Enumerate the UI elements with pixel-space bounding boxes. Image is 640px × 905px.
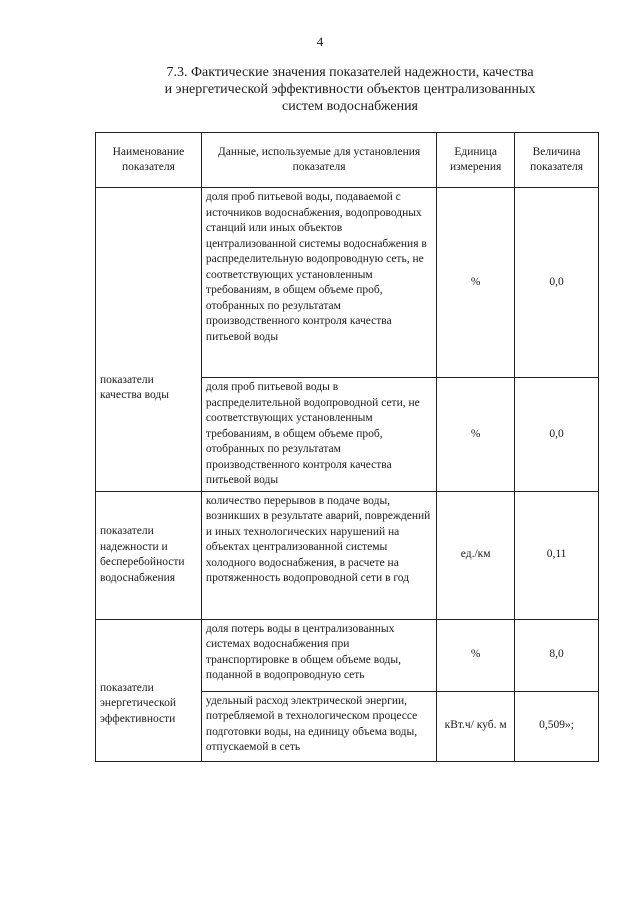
row-unit: кВт.ч/ куб. м [437, 691, 515, 761]
row-value: 0,0 [515, 188, 599, 378]
indicators-table [95, 132, 599, 762]
row-unit: % [437, 188, 515, 378]
row-description: доля проб питьевой воды в распределительной водопроводной сети, не соответствующих установленным требованиям, в общем объеме проб, отобранных по результатам производственного контроля качества питьевой воды [201, 378, 436, 492]
title-line: систем водоснабжения [281, 99, 418, 114]
table-row [96, 188, 599, 378]
table-row [96, 619, 599, 691]
row-description: количество перерывов в подаче воды, возникших в результате аварий, повреждений и иных технологических нарушений на объектах централизованной системы холодного водоснабжения, в расчете на протяженность водопроводной сети в год [201, 491, 436, 619]
page-number: 4 [316, 34, 324, 49]
header-unit: Единица измерения [437, 133, 515, 188]
title-line: 7.3. Фактические значения показателей надежности, качества [166, 65, 534, 80]
section-title [130, 64, 570, 115]
row-unit: % [437, 619, 515, 691]
title-line: и энергетической эффективности объектов централизованных [164, 82, 536, 97]
row-description: удельный расход электрической энергии, потребляемой в технологическом процессе подготовки воды, на единицу объема воды, отпускаемой в сеть [201, 691, 436, 761]
row-value: 0,509»; [515, 691, 599, 761]
table-header-row [96, 133, 599, 188]
header-name: Наименование показателя [96, 133, 202, 188]
group-quality: показатели качества воды [96, 188, 202, 492]
row-unit: % [437, 378, 515, 492]
header-data: Данные, используемые для установления показателя [201, 133, 436, 188]
header-value: Величина показателя [515, 133, 599, 188]
table-row [96, 491, 599, 619]
row-value: 0,0 [515, 378, 599, 492]
row-description: доля проб питьевой воды, подаваемой с источников водоснабжения, водопроводных станций или иных объектов централизованной системы водоснабжения в распределительную водопроводную сеть, не соответствующих установленным требованиям, в общем объеме проб, отобранных по результатам производственного контроля качества питьевой воды [201, 188, 436, 378]
row-value: 8,0 [515, 619, 599, 691]
row-value: 0,11 [515, 491, 599, 619]
group-efficiency: показатели энергетической эффективности [96, 619, 202, 761]
group-reliability: показатели надежности и бесперебойности водоснабжения [96, 491, 202, 619]
row-description: доля потерь воды в централизованных системах водоснабжения при транспортировке в общем объеме воды, поданной в водопроводную сеть [201, 619, 436, 691]
row-unit: ед./км [437, 491, 515, 619]
